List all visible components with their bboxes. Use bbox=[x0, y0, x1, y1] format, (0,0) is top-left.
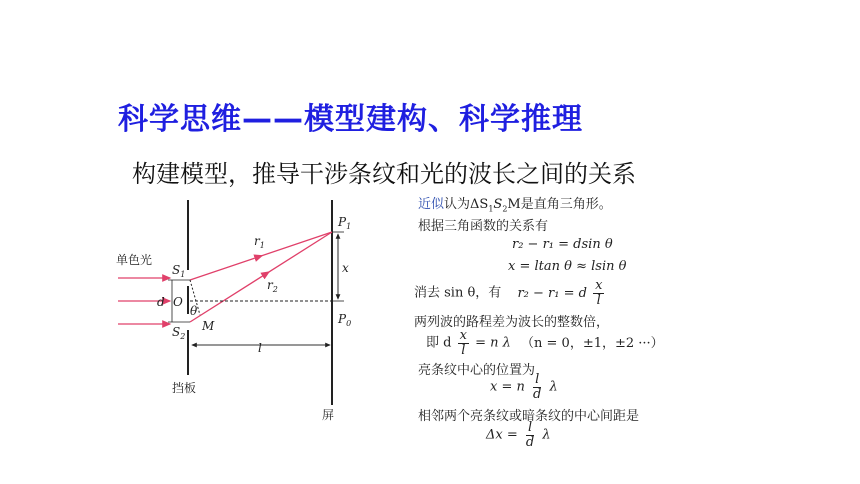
slide-title: 科学思维——模型建构、科学推理 bbox=[118, 102, 583, 137]
fraction-x-over-l-2: $\frac{x}{l}$ bbox=[459, 328, 467, 358]
slide-subtitle: 构建模型，推导干涉条纹和光的波长之间的关系 bbox=[132, 160, 636, 188]
p0-label: $P_0$ bbox=[338, 312, 352, 328]
o-label: O bbox=[173, 295, 183, 309]
fraction-x-over-l: $\frac{x}{l}$ bbox=[595, 278, 603, 308]
double-slit-svg bbox=[110, 200, 400, 430]
x-label: x bbox=[342, 261, 349, 275]
r1-label: $r_1$ bbox=[254, 234, 265, 250]
derivation-line-10: 相邻两个亮条纹或暗条纹的中心间距是 bbox=[418, 409, 640, 424]
derivation-line-5: 消去 sin θ，有 r₂ − r₁ = d $\frac{x}{l}$ bbox=[414, 278, 603, 308]
derivation-line-7: 即 d $\frac{x}{l}$ = n λ （n = 0，±1，±2 ···） bbox=[426, 328, 664, 358]
equation-fringe-spacing: Δx = $\frac{l}{d}$ λ bbox=[486, 420, 551, 450]
ray-r2-arrow bbox=[263, 272, 269, 276]
barrier-label: 挡板 bbox=[172, 381, 197, 395]
derivation-line-1: 近似认为$\Delta S_1S_2M$是直角三角形。 bbox=[418, 197, 612, 214]
r2-label: $r_2$ bbox=[267, 278, 278, 294]
fraction-l-over-d: $\frac{l}{d}$ bbox=[533, 372, 542, 402]
theta-label: θ bbox=[190, 304, 198, 318]
derivation-line-8: 亮条纹中心的位置为 bbox=[418, 363, 536, 378]
s2-label: $S_2$ bbox=[172, 325, 186, 341]
approx-word: 近似 bbox=[418, 197, 445, 212]
d-label: d bbox=[157, 295, 165, 309]
l-label: l bbox=[258, 341, 262, 355]
s1-label: $S_1$ bbox=[172, 263, 186, 279]
derivation-line-2: 根据三角函数的关系有 bbox=[418, 219, 549, 234]
fraction-l-over-d-2: $\frac{l}{d}$ bbox=[525, 420, 535, 450]
derivation-block bbox=[408, 193, 853, 463]
equation-bright-fringe: x = n $\frac{l}{d}$ λ bbox=[490, 372, 558, 402]
screen-label: 屏 bbox=[322, 408, 335, 422]
double-slit-diagram bbox=[110, 200, 400, 430]
derivation-line-6: 两列波的路程差为波长的整数倍， bbox=[414, 315, 610, 330]
p1-label: $P_1$ bbox=[338, 215, 352, 231]
m-label: M bbox=[202, 319, 215, 333]
equation-path-difference: r₂ − r₁ = dsin θ bbox=[512, 237, 613, 252]
source-label: 单色光 bbox=[116, 253, 153, 267]
equation-x-approx: x = ltan θ ≈ lsin θ bbox=[508, 259, 627, 274]
